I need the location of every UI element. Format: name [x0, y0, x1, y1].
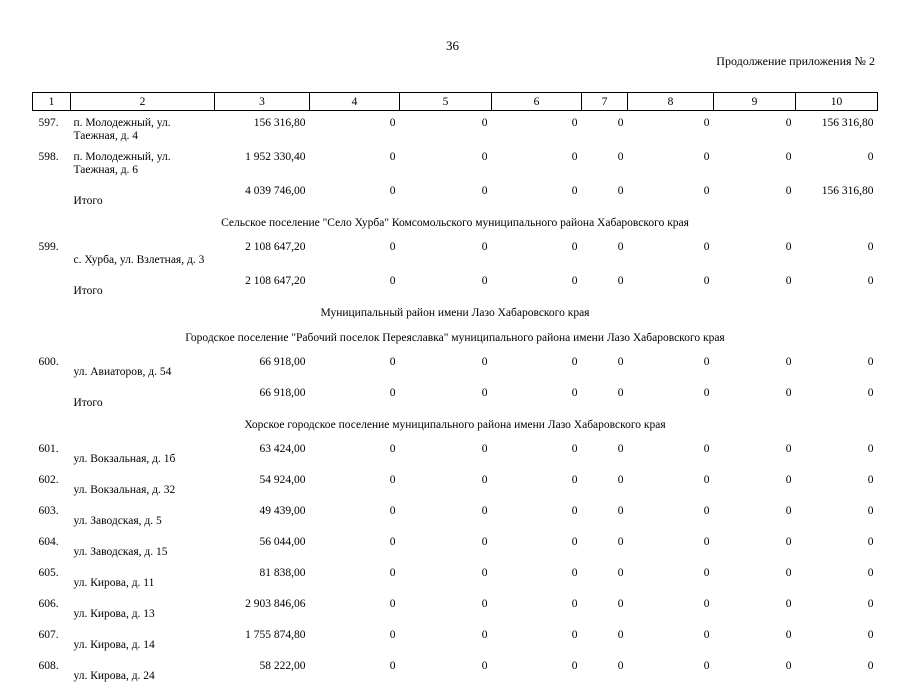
table-row — [33, 437, 878, 468]
value-cell: 0 — [714, 179, 796, 210]
value-cell: 0 — [628, 499, 714, 530]
row-number: 601. — [33, 437, 71, 468]
column-header: 7 — [582, 93, 628, 111]
total-row — [33, 381, 878, 412]
value-cell: 0 — [582, 179, 628, 210]
section-title: Городское поселение "Рабочий поселок Переяславка" муниципального района имени Лазо Хабаровского края — [33, 325, 878, 350]
value-cell: 0 — [714, 437, 796, 468]
value-cell: 0 — [492, 592, 582, 623]
value-cell: 0 — [628, 654, 714, 685]
value-cell: 0 — [310, 350, 400, 381]
value-cell: 0 — [310, 530, 400, 561]
value-cell: 0 — [492, 437, 582, 468]
value-cell: 1 755 874,80 — [215, 623, 310, 654]
row-number: 599. — [33, 235, 71, 269]
value-cell: 0 — [310, 468, 400, 499]
address-cell: с. Хурба, ул. Взлетная, д. 3 — [71, 235, 215, 269]
section-row — [33, 412, 878, 437]
address-cell: п. Молодежный, ул. Таежная, д. 4 — [71, 111, 215, 146]
value-cell: 0 — [628, 269, 714, 300]
value-cell: 0 — [628, 145, 714, 179]
row-number — [33, 381, 71, 412]
value-cell: 0 — [400, 381, 492, 412]
value-cell: 0 — [628, 235, 714, 269]
value-cell: 56 044,00 — [215, 530, 310, 561]
address-cell: ул. Кирова, д. 14 — [71, 623, 215, 654]
appendix-note: Продолжение приложения № 2 — [716, 54, 875, 69]
address-cell: ул. Вокзальная, д. 32 — [71, 468, 215, 499]
column-header: 10 — [796, 93, 878, 111]
table-row — [33, 111, 878, 146]
row-number: 602. — [33, 468, 71, 499]
value-cell: 0 — [582, 269, 628, 300]
value-cell: 0 — [628, 592, 714, 623]
value-cell: 0 — [714, 145, 796, 179]
value-cell: 0 — [492, 269, 582, 300]
value-cell: 0 — [628, 381, 714, 412]
value-cell: 0 — [628, 468, 714, 499]
table-body — [33, 111, 878, 685]
value-cell: 0 — [796, 350, 878, 381]
total-label: Итого — [71, 381, 215, 412]
value-cell: 0 — [714, 530, 796, 561]
value-cell: 0 — [492, 468, 582, 499]
value-cell: 0 — [714, 269, 796, 300]
value-cell: 0 — [582, 145, 628, 179]
value-cell: 0 — [628, 561, 714, 592]
value-cell: 0 — [400, 350, 492, 381]
column-header: 3 — [215, 93, 310, 111]
value-cell: 0 — [714, 235, 796, 269]
value-cell: 156 316,80 — [215, 111, 310, 146]
value-cell: 0 — [714, 381, 796, 412]
section-title: Муниципальный район имени Лазо Хабаровского края — [33, 300, 878, 325]
value-cell: 0 — [492, 381, 582, 412]
row-number — [33, 179, 71, 210]
value-cell: 0 — [714, 592, 796, 623]
value-cell: 0 — [628, 530, 714, 561]
row-number — [33, 269, 71, 300]
table-row — [33, 592, 878, 623]
value-cell: 1 952 330,40 — [215, 145, 310, 179]
value-cell: 0 — [796, 381, 878, 412]
value-cell: 2 108 647,20 — [215, 235, 310, 269]
value-cell: 0 — [714, 350, 796, 381]
value-cell: 0 — [310, 269, 400, 300]
value-cell: 0 — [714, 654, 796, 685]
column-header: 1 — [33, 93, 71, 111]
address-cell: ул. Заводская, д. 5 — [71, 499, 215, 530]
table-row — [33, 623, 878, 654]
section-row — [33, 300, 878, 325]
address-cell: ул. Заводская, д. 15 — [71, 530, 215, 561]
value-cell: 2 903 846,06 — [215, 592, 310, 623]
value-cell: 0 — [400, 179, 492, 210]
value-cell: 63 424,00 — [215, 437, 310, 468]
value-cell: 2 108 647,20 — [215, 269, 310, 300]
value-cell: 0 — [310, 145, 400, 179]
address-cell: ул. Кирова, д. 24 — [71, 654, 215, 685]
value-cell: 0 — [796, 499, 878, 530]
value-cell: 0 — [582, 468, 628, 499]
value-cell: 0 — [582, 350, 628, 381]
column-header: 2 — [71, 93, 215, 111]
value-cell: 0 — [714, 499, 796, 530]
value-cell: 49 439,00 — [215, 499, 310, 530]
value-cell: 0 — [400, 592, 492, 623]
value-cell: 0 — [310, 561, 400, 592]
value-cell: 0 — [310, 499, 400, 530]
value-cell: 0 — [628, 623, 714, 654]
column-header: 8 — [628, 93, 714, 111]
value-cell: 0 — [796, 592, 878, 623]
row-number: 597. — [33, 111, 71, 146]
table-row — [33, 561, 878, 592]
value-cell: 0 — [310, 235, 400, 269]
value-cell: 4 039 746,00 — [215, 179, 310, 210]
value-cell: 0 — [492, 561, 582, 592]
table-row — [33, 654, 878, 685]
value-cell: 0 — [400, 561, 492, 592]
value-cell: 0 — [628, 111, 714, 146]
table-row — [33, 530, 878, 561]
value-cell: 0 — [400, 269, 492, 300]
row-number: 607. — [33, 623, 71, 654]
row-number: 600. — [33, 350, 71, 381]
section-title: Сельское поселение "Село Хурба" Комсомольского муниципального района Хабаровского края — [33, 210, 878, 235]
value-cell: 54 924,00 — [215, 468, 310, 499]
address-cell: п. Молодежный, ул. Таежная, д. 6 — [71, 145, 215, 179]
row-number: 605. — [33, 561, 71, 592]
value-cell: 0 — [310, 623, 400, 654]
value-cell: 0 — [310, 179, 400, 210]
row-number: 606. — [33, 592, 71, 623]
table-row — [33, 468, 878, 499]
table-row — [33, 499, 878, 530]
row-number: 598. — [33, 145, 71, 179]
value-cell: 0 — [796, 145, 878, 179]
value-cell: 0 — [492, 499, 582, 530]
value-cell: 0 — [582, 592, 628, 623]
section-row — [33, 325, 878, 350]
section-title: Хорское городское поселение муниципального района имени Лазо Хабаровского края — [33, 412, 878, 437]
value-cell: 0 — [714, 623, 796, 654]
value-cell: 0 — [582, 381, 628, 412]
value-cell: 0 — [796, 235, 878, 269]
page-number: 36 — [0, 38, 905, 54]
address-cell: ул. Авиаторов, д. 54 — [71, 350, 215, 381]
value-cell: 156 316,80 — [796, 179, 878, 210]
value-cell: 0 — [400, 654, 492, 685]
value-cell: 0 — [796, 437, 878, 468]
value-cell: 0 — [400, 468, 492, 499]
value-cell: 0 — [310, 592, 400, 623]
column-header: 9 — [714, 93, 796, 111]
address-cell: ул. Кирова, д. 13 — [71, 592, 215, 623]
value-cell: 0 — [796, 530, 878, 561]
value-cell: 0 — [400, 623, 492, 654]
column-header: 6 — [492, 93, 582, 111]
value-cell: 0 — [492, 350, 582, 381]
value-cell: 0 — [714, 111, 796, 146]
value-cell: 0 — [796, 623, 878, 654]
value-cell: 0 — [492, 235, 582, 269]
table-row — [33, 235, 878, 269]
value-cell: 0 — [310, 437, 400, 468]
value-cell: 0 — [310, 111, 400, 146]
value-cell: 81 838,00 — [215, 561, 310, 592]
value-cell: 0 — [714, 561, 796, 592]
column-header: 4 — [310, 93, 400, 111]
total-row — [33, 179, 878, 210]
value-cell: 0 — [628, 437, 714, 468]
value-cell: 0 — [400, 499, 492, 530]
data-table — [32, 92, 878, 685]
value-cell: 0 — [796, 468, 878, 499]
value-cell: 0 — [628, 350, 714, 381]
value-cell: 0 — [796, 269, 878, 300]
value-cell: 156 316,80 — [796, 111, 878, 146]
value-cell: 0 — [582, 654, 628, 685]
value-cell: 66 918,00 — [215, 350, 310, 381]
row-number: 604. — [33, 530, 71, 561]
table-row — [33, 145, 878, 179]
value-cell: 0 — [400, 530, 492, 561]
value-cell: 0 — [628, 179, 714, 210]
value-cell: 0 — [492, 654, 582, 685]
value-cell: 58 222,00 — [215, 654, 310, 685]
value-cell: 0 — [492, 179, 582, 210]
table-header-row — [33, 93, 878, 111]
value-cell: 0 — [582, 499, 628, 530]
value-cell: 0 — [310, 381, 400, 412]
value-cell: 0 — [492, 111, 582, 146]
value-cell: 0 — [492, 145, 582, 179]
value-cell: 0 — [714, 468, 796, 499]
value-cell: 0 — [582, 111, 628, 146]
table-row — [33, 350, 878, 381]
value-cell: 0 — [400, 145, 492, 179]
address-cell: ул. Кирова, д. 11 — [71, 561, 215, 592]
column-header: 5 — [400, 93, 492, 111]
value-cell: 0 — [400, 437, 492, 468]
total-label: Итого — [71, 179, 215, 210]
value-cell: 0 — [400, 235, 492, 269]
total-label: Итого — [71, 269, 215, 300]
value-cell: 0 — [400, 111, 492, 146]
value-cell: 0 — [582, 561, 628, 592]
value-cell: 0 — [582, 530, 628, 561]
row-number: 603. — [33, 499, 71, 530]
value-cell: 0 — [796, 654, 878, 685]
value-cell: 0 — [582, 235, 628, 269]
value-cell: 0 — [796, 561, 878, 592]
value-cell: 0 — [310, 654, 400, 685]
value-cell: 66 918,00 — [215, 381, 310, 412]
total-row — [33, 269, 878, 300]
row-number: 608. — [33, 654, 71, 685]
value-cell: 0 — [582, 623, 628, 654]
value-cell: 0 — [492, 530, 582, 561]
value-cell: 0 — [582, 437, 628, 468]
address-cell: ул. Вокзальная, д. 1б — [71, 437, 215, 468]
value-cell: 0 — [492, 623, 582, 654]
section-row — [33, 210, 878, 235]
